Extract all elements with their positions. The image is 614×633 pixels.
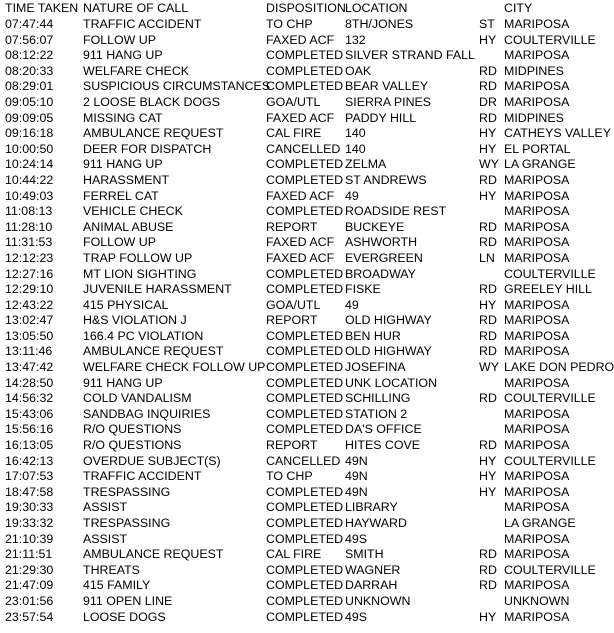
cell-street-suffix: DR: [479, 94, 497, 109]
cell-nature: H&S VIOLATION J: [83, 313, 187, 328]
cell-location: SILVER STRAND FALL: [345, 48, 475, 63]
cell-nature: VEHICLE CHECK: [83, 204, 183, 219]
cell-location: HITES COVE: [345, 438, 421, 453]
cell-city: MARIPOSA: [504, 94, 570, 109]
cell-time: 21:29:30: [5, 562, 54, 577]
cell-disposition: COMPLETED: [266, 391, 344, 406]
cell-nature: TRAFFIC ACCIDENT: [83, 17, 202, 31]
cell-street-suffix: HY: [479, 188, 497, 203]
cell-city: COULTERVILLE: [504, 266, 596, 281]
cell-time: 11:28:10: [5, 219, 53, 234]
cell-time: 10:00:50: [5, 141, 54, 156]
table-row: [0, 376, 614, 392]
table-row: [0, 298, 614, 314]
cell-location: LIBRARY: [345, 500, 398, 515]
cell-nature: MT LION SIGHTING: [83, 266, 197, 281]
cell-street-suffix: RD: [479, 344, 497, 359]
header-location: LOCATION: [345, 1, 408, 15]
cell-disposition: COMPLETED: [266, 422, 344, 437]
table-row: [0, 485, 614, 501]
cell-location: OLD HIGHWAY: [345, 344, 432, 359]
table-row: [0, 79, 614, 95]
cell-disposition: REPORT: [266, 313, 318, 328]
cell-time: 12:43:22: [5, 297, 54, 312]
cell-time: 08:20:33: [5, 63, 54, 78]
cell-nature: WELFARE CHECK FOLLOW UP: [83, 360, 266, 375]
cell-time: 13:02:47: [5, 313, 54, 328]
cell-city: MARIPOSA: [504, 250, 570, 265]
cell-city: UNKNOWN: [504, 593, 570, 608]
table-row: [0, 469, 614, 485]
cell-time: 10:44:22: [5, 172, 54, 187]
cell-disposition: COMPLETED: [266, 562, 344, 577]
cell-city: MARIPOSA: [504, 17, 570, 31]
cell-disposition: COMPLETED: [266, 48, 344, 63]
cell-street-suffix: ST: [479, 17, 495, 31]
cell-street-suffix: RD: [479, 562, 497, 577]
cell-nature: 415 FAMILY: [83, 578, 151, 593]
cell-street-suffix: HY: [479, 469, 497, 484]
cell-city: MARIPOSA: [504, 531, 570, 546]
table-row: [0, 344, 614, 360]
cell-nature: COLD VANDALISM: [83, 391, 192, 406]
cell-time: 21:11:51: [5, 547, 53, 562]
header-row: [0, 0, 614, 17]
cell-disposition: FAXED ACF: [266, 110, 335, 125]
cell-disposition: TO CHP: [266, 469, 313, 484]
cell-time: 15:43:06: [5, 406, 54, 421]
cell-time: 14:28:50: [5, 375, 54, 390]
cell-disposition: TO CHP: [266, 17, 313, 31]
cell-city: CATHEYS VALLEY: [504, 126, 611, 141]
table-row: [0, 142, 614, 158]
cell-time: 10:24:14: [5, 157, 54, 172]
cell-nature: 2 LOOSE BLACK DOGS: [83, 94, 221, 109]
cell-time: 09:16:18: [5, 126, 54, 141]
cell-nature: ANIMAL ABUSE: [83, 219, 174, 234]
cell-disposition: COMPLETED: [266, 63, 344, 78]
cell-disposition: REPORT: [266, 438, 318, 453]
cell-street-suffix: RD: [479, 391, 497, 406]
cell-city: COULTERVILLE: [504, 391, 596, 406]
cell-disposition: COMPLETED: [266, 204, 344, 219]
cell-nature: ASSIST: [83, 531, 128, 546]
cell-disposition: FAXED ACF: [266, 32, 335, 47]
cell-location: BEN HUR: [345, 328, 401, 343]
cell-disposition: COMPLETED: [266, 172, 344, 187]
table-row: [0, 563, 614, 579]
cell-time: 08:29:01: [5, 79, 54, 94]
cell-nature: FERREL CAT: [83, 188, 159, 203]
cell-location: SIERRA PINES: [345, 94, 432, 109]
cell-city: MARIPOSA: [504, 219, 570, 234]
table-row: [0, 235, 614, 251]
table-row: [0, 610, 614, 626]
cell-disposition: COMPLETED: [266, 500, 344, 515]
table-row: [0, 532, 614, 548]
cell-time: 19:30:33: [5, 500, 54, 515]
cell-nature: JUVENILE HARASSMENT: [83, 282, 232, 297]
cell-location: HAYWARD: [345, 516, 407, 530]
cell-street-suffix: RD: [479, 110, 497, 125]
cell-disposition: COMPLETED: [266, 79, 344, 94]
cell-city: MARIPOSA: [504, 484, 570, 499]
cell-nature: R/O QUESTIONS: [83, 422, 182, 437]
table-row: [0, 329, 614, 345]
cell-street-suffix: RD: [479, 219, 497, 234]
cell-street-suffix: HY: [479, 297, 497, 312]
cell-disposition: FAXED ACF: [266, 250, 335, 265]
cell-nature: ASSIST: [83, 500, 128, 515]
cell-time: 16:13:05: [5, 438, 54, 453]
cell-city: LA GRANGE: [504, 157, 576, 172]
cell-nature: THREATS: [83, 562, 140, 577]
table-row: [0, 111, 614, 127]
cell-time: 13:05:50: [5, 328, 54, 343]
cell-city: MARIPOSA: [504, 578, 570, 593]
table-row: [0, 313, 614, 329]
cell-time: 12:27:16: [5, 266, 54, 281]
cell-disposition: COMPLETED: [266, 593, 344, 608]
cell-city: MARIPOSA: [504, 235, 570, 250]
cell-nature: SANDBAG INQUIRIES: [83, 406, 211, 421]
table-row: [0, 391, 614, 407]
cell-location: OAK: [345, 63, 372, 78]
cell-street-suffix: WY: [479, 157, 499, 172]
cell-location: 49N: [345, 469, 368, 484]
cell-disposition: COMPLETED: [266, 157, 344, 172]
cell-disposition: FAXED ACF: [266, 235, 335, 250]
table-row: [0, 189, 614, 205]
cell-disposition: GOA/UTL: [266, 297, 321, 312]
cell-location: EVERGREEN: [345, 250, 423, 265]
cell-location: ASHWORTH: [345, 235, 418, 250]
cell-street-suffix: RD: [479, 282, 497, 297]
cell-disposition: COMPLETED: [266, 406, 344, 421]
cell-street-suffix: RD: [479, 172, 497, 187]
cell-disposition: GOA/UTL: [266, 94, 321, 109]
cell-street-suffix: LN: [479, 250, 495, 265]
cell-nature: AMBULANCE REQUEST: [83, 126, 224, 141]
cell-city: MARIPOSA: [504, 328, 570, 343]
cell-nature: HARASSMENT: [83, 172, 170, 187]
cell-location: UNK LOCATION: [345, 375, 438, 390]
cell-city: COULTERVILLE: [504, 562, 596, 577]
cell-nature: 911 OPEN LINE: [83, 593, 173, 608]
cell-city: COULTERVILLE: [504, 32, 596, 47]
cell-location: 8TH/JONES: [345, 17, 414, 31]
cell-nature: MISSING CAT: [83, 110, 163, 125]
cell-time: 21:47:09: [5, 578, 54, 593]
cell-location: OLD HIGHWAY: [345, 313, 432, 328]
cell-street-suffix: HY: [479, 126, 497, 141]
header-disposition: DISPOSITION: [266, 1, 346, 15]
cell-location: ZELMA: [345, 157, 387, 172]
cell-disposition: CAL FIRE: [266, 547, 322, 562]
cell-location: BEAR VALLEY: [345, 79, 429, 94]
table-row: [0, 173, 614, 189]
cell-street-suffix: HY: [479, 484, 497, 499]
cell-location: SMITH: [345, 547, 384, 562]
table-row: [0, 251, 614, 267]
cell-time: 07:56:07: [5, 32, 54, 47]
table-row: [0, 157, 614, 173]
cell-nature: WELFARE CHECK: [83, 63, 190, 78]
cell-time: 23:01:56: [5, 593, 54, 608]
cell-time: 21:10:39: [5, 531, 54, 546]
cell-time: 12:29:10: [5, 282, 54, 297]
cell-location: STATION 2: [345, 406, 408, 421]
cell-disposition: COMPLETED: [266, 531, 344, 546]
cell-time: 10:49:03: [5, 188, 54, 203]
cell-nature: 911 HANG UP: [83, 375, 163, 390]
cell-city: MARIPOSA: [504, 188, 570, 203]
cell-time: 11:08:13: [5, 204, 53, 219]
cell-street-suffix: RD: [479, 328, 497, 343]
cell-nature: AMBULANCE REQUEST: [83, 547, 224, 562]
cell-street-suffix: RD: [479, 235, 497, 250]
cell-nature: TRAP FOLLOW UP: [83, 250, 193, 265]
cell-disposition: COMPLETED: [266, 266, 344, 281]
cell-city: LAKE DON PEDRO: [504, 360, 614, 375]
cell-street-suffix: RD: [479, 79, 497, 94]
cell-time: 12:12:23: [5, 250, 54, 265]
cell-city: EL PORTAL: [504, 141, 571, 156]
table-row: [0, 64, 614, 80]
cell-location: 49N: [345, 484, 368, 499]
cell-nature: 415 PHYSICAL: [83, 297, 169, 312]
header-city: CITY: [504, 1, 533, 15]
cell-disposition: CANCELLED: [266, 453, 341, 468]
table-body: [0, 17, 614, 625]
cell-disposition: COMPLETED: [266, 282, 344, 297]
cell-time: 09:09:05: [5, 110, 54, 125]
table-row: [0, 95, 614, 111]
cell-time: 23:57:54: [5, 609, 54, 624]
cell-location: 49: [345, 297, 359, 312]
cell-time: 11:31:53: [5, 235, 53, 250]
cell-nature: OVERDUE SUBJECT(S): [83, 453, 221, 468]
table-row: [0, 360, 614, 376]
cell-location: FISKE: [345, 282, 381, 297]
cell-disposition: REPORT: [266, 219, 318, 234]
cell-disposition: CANCELLED: [266, 141, 341, 156]
cell-nature: 911 HANG UP: [83, 157, 163, 172]
cell-nature: TRESPASSING: [83, 516, 171, 530]
header-nature: NATURE OF CALL: [83, 1, 189, 15]
cell-city: MARIPOSA: [504, 297, 570, 312]
cell-disposition: COMPLETED: [266, 344, 344, 359]
cell-city: MARIPOSA: [504, 438, 570, 453]
cell-city: MARIPOSA: [504, 48, 570, 63]
cell-time: 17:07:53: [5, 469, 54, 484]
table-row: [0, 267, 614, 283]
cell-time: 09:05:10: [5, 94, 54, 109]
cell-disposition: FAXED ACF: [266, 188, 335, 203]
cell-location: UNKNOWN: [345, 593, 411, 608]
cell-location: 49S: [345, 531, 368, 546]
cell-city: MIDPINES: [504, 110, 564, 125]
cell-disposition: COMPLETED: [266, 484, 344, 499]
cell-city: MARIPOSA: [504, 204, 570, 219]
cell-location: JOSEFINA: [345, 360, 406, 375]
cell-nature: AMBULANCE REQUEST: [83, 344, 224, 359]
cell-location: WAGNER: [345, 562, 401, 577]
table-row: [0, 500, 614, 516]
cell-disposition: COMPLETED: [266, 360, 344, 375]
cell-street-suffix: WY: [479, 360, 499, 375]
cell-time: 15:56:16: [5, 422, 54, 437]
cell-city: LA GRANGE: [504, 516, 576, 530]
cell-nature: 911 HANG UP: [83, 48, 163, 63]
table-row: [0, 578, 614, 594]
cell-nature: LOOSE DOGS: [83, 609, 166, 624]
cell-nature: FOLLOW UP: [83, 32, 156, 47]
cell-city: MARIPOSA: [504, 375, 570, 390]
cell-street-suffix: HY: [479, 32, 497, 47]
cell-city: GREELEY HILL: [504, 282, 592, 297]
cell-street-suffix: RD: [479, 547, 497, 562]
cell-disposition: COMPLETED: [266, 375, 344, 390]
cell-city: MIDPINES: [504, 63, 564, 78]
table-row: [0, 48, 614, 64]
table-row: [0, 220, 614, 236]
cell-time: 08:12:22: [5, 48, 54, 63]
cell-nature: TRAFFIC ACCIDENT: [83, 469, 202, 484]
cell-street-suffix: RD: [479, 438, 497, 453]
cell-city: MARIPOSA: [504, 422, 570, 437]
table-row: [0, 516, 614, 532]
cell-time: 19:33:32: [5, 516, 54, 530]
table-row: [0, 33, 614, 49]
cell-location: ROADSIDE REST: [345, 204, 447, 219]
cell-time: 07:47:44: [5, 17, 54, 31]
cell-disposition: COMPLETED: [266, 516, 344, 530]
cell-nature: DEER FOR DISPATCH: [83, 141, 212, 156]
cell-location: 140: [345, 141, 366, 156]
cell-disposition: COMPLETED: [266, 578, 344, 593]
cell-time: 13:47:42: [5, 360, 54, 375]
cell-street-suffix: RD: [479, 63, 497, 78]
cell-nature: TRESPASSING: [83, 484, 171, 499]
table-row: [0, 204, 614, 220]
cell-location: DA'S OFFICE: [345, 422, 422, 437]
cell-time: 14:56:32: [5, 391, 54, 406]
cell-location: 49S: [345, 609, 368, 624]
table-row: [0, 17, 614, 33]
cell-disposition: COMPLETED: [266, 609, 344, 624]
cell-city: MARIPOSA: [504, 172, 570, 187]
cell-nature: SUSPICIOUS CIRCUMSTANCES: [83, 79, 271, 94]
table-row: [0, 454, 614, 470]
cell-street-suffix: HY: [479, 453, 497, 468]
table-row: [0, 126, 614, 142]
cell-location: PADDY HILL: [345, 110, 417, 125]
cell-city: MARIPOSA: [504, 547, 570, 562]
cell-nature: 166.4 PC VIOLATION: [83, 328, 204, 343]
cell-location: 140: [345, 126, 366, 141]
cell-location: DARRAH: [345, 578, 398, 593]
table-row: [0, 547, 614, 563]
cell-city: MARIPOSA: [504, 313, 570, 328]
cell-location: BROADWAY: [345, 266, 416, 281]
cell-time: 18:47:58: [5, 484, 54, 499]
header-time: TIME TAKEN: [5, 1, 79, 15]
table-row: [0, 438, 614, 454]
cell-location: 49N: [345, 453, 368, 468]
cell-street-suffix: RD: [479, 313, 497, 328]
cell-disposition: COMPLETED: [266, 328, 344, 343]
cell-street-suffix: RD: [479, 578, 497, 593]
table-row: [0, 594, 614, 610]
cell-nature: R/O QUESTIONS: [83, 438, 182, 453]
cell-location: 49: [345, 188, 359, 203]
cell-time: 16:42:13: [5, 453, 54, 468]
cell-city: MARIPOSA: [504, 609, 570, 624]
cell-street-suffix: HY: [479, 609, 497, 624]
table-row: [0, 282, 614, 298]
table-row: [0, 422, 614, 438]
cell-location: SCHILLING: [345, 391, 411, 406]
cell-city: MARIPOSA: [504, 500, 570, 515]
cell-disposition: CAL FIRE: [266, 126, 322, 141]
cell-city: COULTERVILLE: [504, 453, 596, 468]
cell-city: MARIPOSA: [504, 79, 570, 94]
cell-nature: FOLLOW UP: [83, 235, 156, 250]
cell-city: MARIPOSA: [504, 344, 570, 359]
cell-city: MARIPOSA: [504, 406, 570, 421]
cell-street-suffix: HY: [479, 141, 497, 156]
cell-location: ST ANDREWS: [345, 172, 427, 187]
table-row: [0, 407, 614, 423]
cell-location: BUCKEYE: [345, 219, 405, 234]
cell-city: MARIPOSA: [504, 469, 570, 484]
cell-time: 13:11:46: [5, 344, 53, 359]
cell-location: 132: [345, 32, 366, 47]
